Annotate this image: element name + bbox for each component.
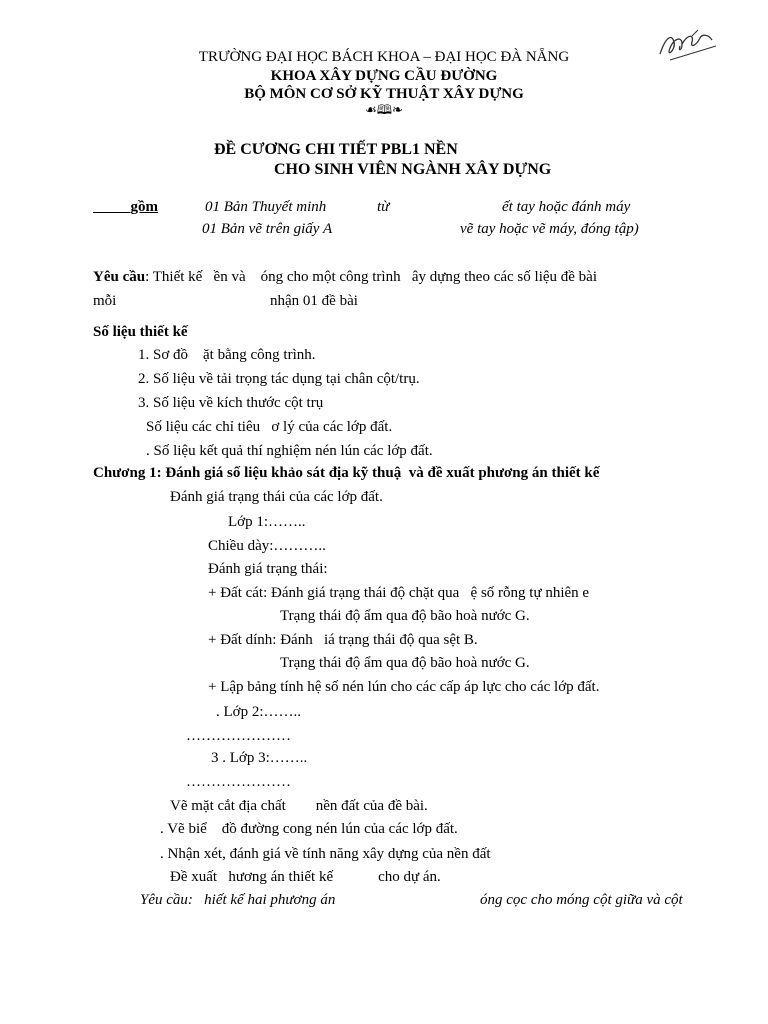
chapter1-line: . Vẽ biể đồ đường cong nén lún của các lớp đất.: [160, 821, 458, 837]
chapter1-line: Trạng thái độ ẩm qua độ bão hoà nước G.: [280, 608, 530, 624]
chapter1-line: Đánh giá trạng thái:: [208, 561, 328, 577]
requirement-line-2b: nhận 01 đề bài: [270, 293, 358, 309]
chapter1-final-a: Yêu cầu: hiết kế hai phương án: [140, 892, 336, 908]
chapter1-line: Lớp 1:……..: [228, 514, 306, 530]
requirement-line-2a: mỗi: [93, 293, 117, 309]
university-name: TRƯỜNG ĐẠI HỌC BÁCH KHOA – ĐẠI HỌC ĐÀ NẴNG: [198, 49, 570, 65]
chapter1-line: + Đất cát: Đánh giá trạng thái độ chặt qua ệ số rỗng tự nhiên e: [208, 585, 590, 601]
composition-item1-a: 01 Bản Thuyết minh: [205, 199, 327, 215]
title-line-1: ĐỀ CƯƠNG CHI TIẾT PBL1 NỀN: [214, 141, 458, 158]
chapter1-line: Vẽ mặt cắt địa chất nền đất của đề bài.: [170, 798, 428, 814]
chapter1-line: 3 . Lớp 3:……..: [211, 750, 308, 766]
chapter1-line: . Lớp 2:……..: [216, 704, 302, 720]
chapter1-heading: Chương 1: Đánh giá số liệu khảo sát địa kỹ thuậ và đề xuất phương án thiết kế: [93, 465, 600, 481]
composition-item2-a: 01 Bản vẽ trên giấy A: [202, 221, 333, 237]
chapter1-line: Trạng thái độ ẩm qua độ bão hoà nước G.: [280, 655, 530, 671]
chapter1-line: Đánh giá trạng thái của các lớp đất.: [170, 489, 383, 505]
requirement-line-1: [93, 268, 597, 286]
requirement-label: Yêu cầu: [93, 269, 146, 285]
underline-blank: [93, 199, 131, 215]
composition-item2-b: vẽ tay hoặc vẽ máy, đóng tập): [460, 221, 639, 237]
composition-item1-c: ết tay hoặc đánh máy: [502, 199, 631, 215]
requirement-text: : Thiết kế ền và óng cho một công trình ây dựng theo các số liệu đề bài: [145, 269, 597, 285]
chapter1-line: + Lập bảng tính hệ số nén lún cho các cấp áp lực cho các lớp đất.: [208, 679, 600, 695]
department-name: BỘ MÔN CƠ SỞ KỸ THUẬT XÂY DỰNG: [244, 86, 524, 102]
ornament-glyphs: ☙🕮❧: [365, 103, 403, 118]
chapter1-final-b: óng cọc cho móng cột giữa và cột: [480, 892, 683, 908]
chapter1-line: + Đất dính: Đánh iá trạng thái độ qua sệt B.: [208, 632, 478, 648]
chapter1-line: …………………: [186, 728, 291, 744]
design-data-item: Số liệu các chỉ tiêu ơ lý của các lớp đất.: [146, 419, 393, 435]
design-data-heading: Số liệu thiết kế: [93, 324, 188, 340]
faculty-name: KHOA XÂY DỰNG CẦU ĐƯỜNG: [270, 68, 498, 84]
chapter1-line: . Nhận xét, đánh giá về tính năng xây dựng của nền đất: [160, 846, 491, 862]
title-line-2: CHO SINH VIÊN NGÀNH XÂY DỰNG: [274, 161, 552, 178]
chapter1-line: Đề xuất hương án thiết kế cho dự án.: [170, 869, 441, 885]
design-data-item: 1. Sơ đồ ặt bằng công trình.: [138, 347, 316, 363]
composition-item1-b: từ: [377, 199, 390, 215]
chapter1-line: …………………: [186, 774, 291, 790]
composition-line-1: [93, 198, 158, 216]
composition-gom: gồm: [130, 199, 158, 215]
design-data-item: . Số liệu kết quả thí nghiệm nén lún các lớp đất.: [146, 443, 433, 459]
design-data-item: 3. Số liệu về kích thước cột trụ: [138, 395, 324, 411]
design-data-item: 2. Số liệu về tải trọng tác dụng tại chân cột/trụ.: [138, 371, 420, 387]
chapter1-line: Chiều dày:………..: [208, 538, 326, 554]
